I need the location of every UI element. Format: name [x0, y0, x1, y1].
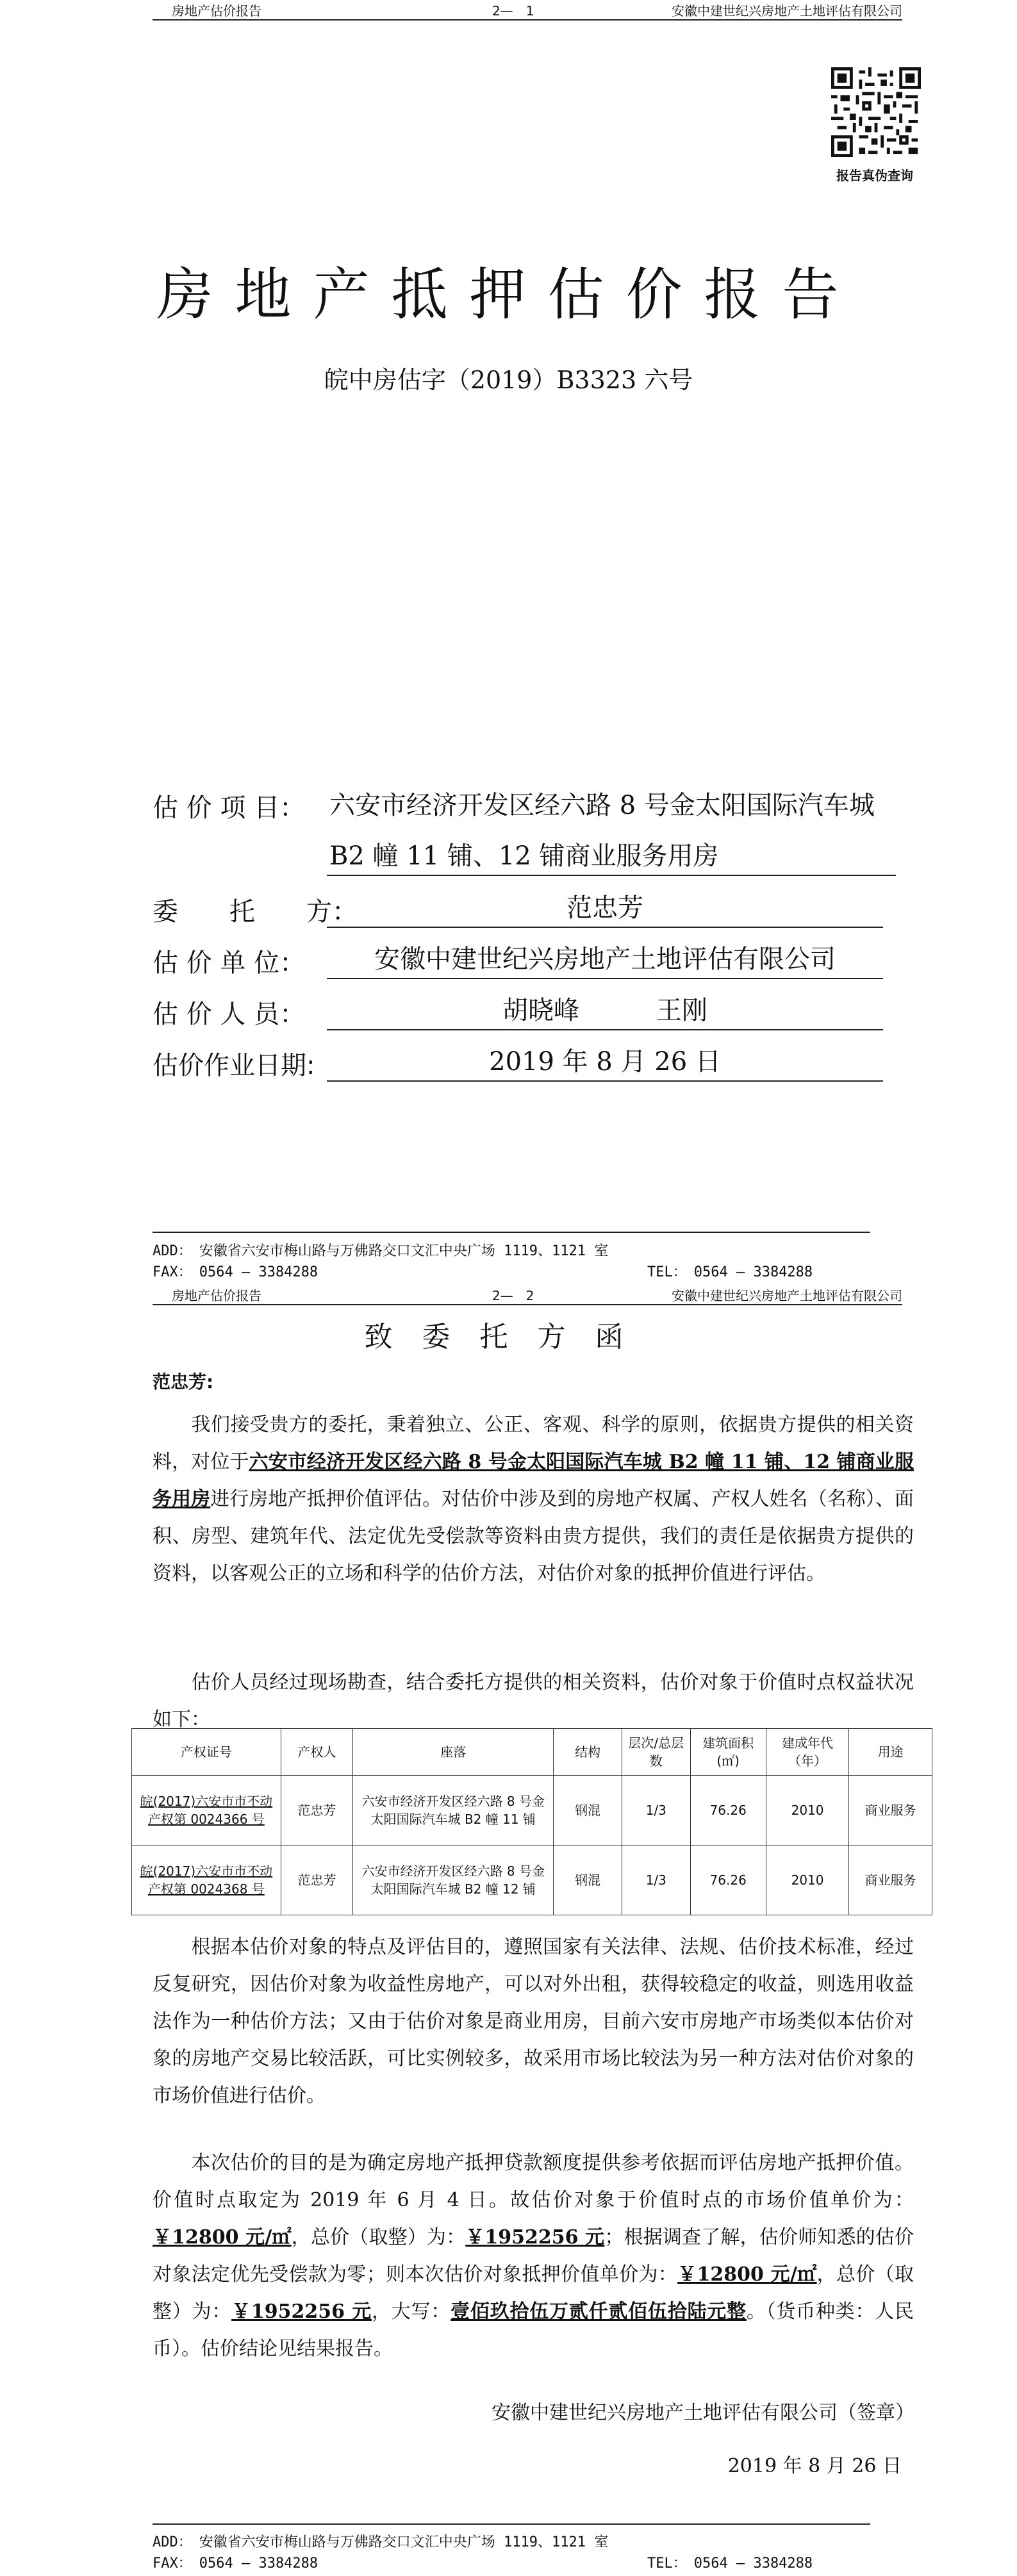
footer-fax: FAX： 0564 — 3384288 [153, 2555, 318, 2572]
p4-text-c: ；根据调查了解，估价师知悉的估价对象法定优先受偿款为零；则本次估价对象抵押价值单价为： [153, 2226, 914, 2286]
market-total-price: ￥1952256 元 [465, 2226, 605, 2249]
page-header [153, 0, 902, 21]
cell-use: 商业服务 [849, 1776, 932, 1845]
header-page-number: 2— 1 [492, 3, 534, 19]
field-client [153, 888, 883, 928]
col-header: 用途 [849, 1729, 932, 1776]
market-unit-price: ￥12800 元/㎡ [153, 2226, 292, 2249]
letter-salutation: 范忠芳: [153, 1371, 214, 1392]
header-report-name: 房地产估价报告 [172, 1287, 261, 1303]
header-company-name: 安徽中建世纪兴房地产土地评估有限公司 [672, 1287, 902, 1303]
col-header: 产权人 [281, 1729, 352, 1776]
cell-year: 2010 [766, 1845, 849, 1915]
cell-structure: 钢混 [554, 1776, 622, 1845]
table-row [132, 1776, 932, 1845]
field-staff-label: 估 价 人 员： [153, 1000, 306, 1029]
report-number: 皖中房估字（2019）B3323 六号 [324, 366, 693, 394]
p3-text: 根据本估价对象的特点及评估目的，遵照国家有关法律、法规、估价技术标准，经过反复研究，因估价对象为收益性房地产，可以对外出租，获得较稳定的收益，则选用收益法作为一种估价方法；又由于估价对象是商业用房，目前六安市房地产市场类似本估价对象的房地产交易比较活跃，可比实例较多，故采用市场比较法为另一种方法对估价对象的市场价值进行估价。 [153, 1936, 914, 2107]
letter-paragraph-1 [153, 1407, 914, 1592]
cell-location: 六安市经济开发区经六路 8 号金太阳国际汽车城 B2 幢 12 铺 [353, 1845, 554, 1915]
col-header: 层次/总层数 [622, 1729, 690, 1776]
footer-address: ADD： 安徽省六安市梅山路与万佛路交口文汇中央广场 1119、1121 室 [153, 2534, 609, 2550]
footer-divider [153, 1232, 870, 1233]
signature-line: 安徽中建世纪兴房地产土地评估有限公司（签章） [492, 2402, 914, 2424]
property-rights-table [131, 1728, 932, 1915]
cell-area: 76.26 [690, 1845, 766, 1915]
footer-fax: FAX： 0564 — 3384288 [153, 1264, 318, 1280]
header-page-number: 2— 2 [492, 1287, 534, 1303]
cell-floors: 1/3 [622, 1776, 690, 1845]
cell-area: 76.26 [690, 1776, 766, 1845]
cell-structure: 钢混 [554, 1845, 622, 1915]
field-project-value-2: B2 幢 11 铺、12 铺商业服务用房 [327, 836, 896, 876]
page-header [153, 1285, 902, 1305]
col-header: 建成年代（年） [766, 1729, 849, 1776]
field-staff [153, 990, 883, 1030]
letter-paragraph-4 [153, 2145, 914, 2368]
field-client-value: 范忠芳 [327, 888, 883, 928]
footer-divider [153, 2523, 870, 2525]
cell-year: 2010 [766, 1776, 849, 1845]
qr-caption: 报告真伪查询 [836, 168, 913, 183]
p1-text-b: 进行房地产抵押价值评估。对估价中涉及到的房地产权属、产权人姓名（名称）、面积、房型、建筑年代、法定优先受偿款等资料由贵方提供，我们的责任是依据贵方提供的资料，以客观公正的立场和科学的估价方法，对估价对象的抵押价值进行评估。 [153, 1488, 914, 1585]
col-header: 结构 [554, 1729, 622, 1776]
col-header: 座落 [353, 1729, 554, 1776]
footer-address: ADD： 安徽省六安市梅山路与万佛路交口文汇中央广场 1119、1121 室 [153, 1243, 609, 1259]
p4-text-a: 本次估价的目的是为确定房地产抵押贷款额度提供参考依据而评估房地产抵押价值。价值时点取定为 2019 年 6 月 4 日。故估价对象于价值时点的市场价值单价为： [153, 2152, 914, 2211]
p1-property-address: 六安市经济开发区经六路 8 号金太阳国际汽车城 B2 幢 11 铺、12 铺商业服务用房 [153, 1451, 914, 1510]
field-date [153, 1041, 883, 1082]
amount-in-words: 壹佰玖拾伍万贰仟贰佰伍拾陆元整 [451, 2300, 747, 2323]
letter-paragraph-2 [153, 1664, 914, 1738]
header-report-name: 房地产估价报告 [172, 3, 261, 19]
cell-use: 商业服务 [849, 1845, 932, 1915]
cell-owner: 范忠芳 [281, 1845, 352, 1915]
field-project [153, 785, 909, 824]
field-unit-label: 估 价 单 位： [153, 948, 306, 978]
letter-page [0, 1285, 1017, 2576]
cell-cert-no: 皖(2017)六安市市不动产权第 0024368 号 [132, 1845, 281, 1915]
col-header: 建筑面积(㎡) [690, 1729, 766, 1776]
header-company-name: 安徽中建世纪兴房地产土地评估有限公司 [672, 3, 902, 19]
p4-text-b: ，总价（取整）为： [291, 2226, 466, 2249]
table-row [132, 1845, 932, 1915]
field-project-value-1: 六安市经济开发区经六路 8 号金太阳国际汽车城 [329, 791, 875, 820]
p2-text: 估价人员经过现场勘查，结合委托方提供的相关资料，估价对象于价值时点权益状况如下： [153, 1671, 914, 1731]
field-project-label: 估 价 项 目： [153, 793, 306, 823]
cell-owner: 范忠芳 [281, 1776, 352, 1845]
table-header-row [132, 1729, 932, 1776]
col-header: 产权证号 [132, 1729, 281, 1776]
letter-date: 2019 年 8 月 26 日 [727, 2455, 902, 2477]
field-staff-value: 胡晓峰 王刚 [327, 990, 883, 1030]
field-project-line2 [327, 836, 896, 876]
footer-tel: TEL： 0564 — 3384288 [647, 1264, 813, 1280]
p4-text-d: ，总价（取整）为： [153, 2263, 914, 2323]
cell-floors: 1/3 [622, 1845, 690, 1915]
field-client-label: 委 托 方： [153, 897, 358, 927]
cell-location: 六安市经济开发区经六路 8 号金太阳国际汽车城 B2 幢 11 铺 [353, 1776, 554, 1845]
report-title: 房地产抵押估价报告 [156, 261, 861, 327]
letter-title: 致委托方函 [364, 1321, 653, 1353]
mortgage-total-price: ￥1952256 元 [231, 2300, 372, 2323]
p4-text-e: ，大写： [372, 2300, 451, 2323]
footer-tel: TEL： 0564 — 3384288 [647, 2555, 813, 2572]
p1-text-a: 我们接受贵方的委托，秉着独立、公正、客观、科学的原则，依据贵方提供的相关资料，对位于 [153, 1414, 914, 1473]
cell-cert-no: 皖(2017)六安市市不动产权第 0024366 号 [132, 1776, 281, 1845]
cover-page [0, 0, 1017, 1285]
field-unit-value: 安徽中建世纪兴房地产土地评估有限公司 [327, 939, 883, 979]
field-date-label: 估价作业日期: [153, 1051, 315, 1080]
p4-text-f: 。（货币种类：人民币）。估价结论见结果报告。 [153, 2300, 914, 2360]
field-date-value: 2019 年 8 月 26 日 [327, 1041, 883, 1082]
field-unit [153, 939, 883, 979]
mortgage-unit-price: ￥12800 元/㎡ [677, 2263, 817, 2286]
letter-paragraph-3 [153, 1929, 914, 2115]
qr-code-icon[interactable] [831, 67, 921, 157]
